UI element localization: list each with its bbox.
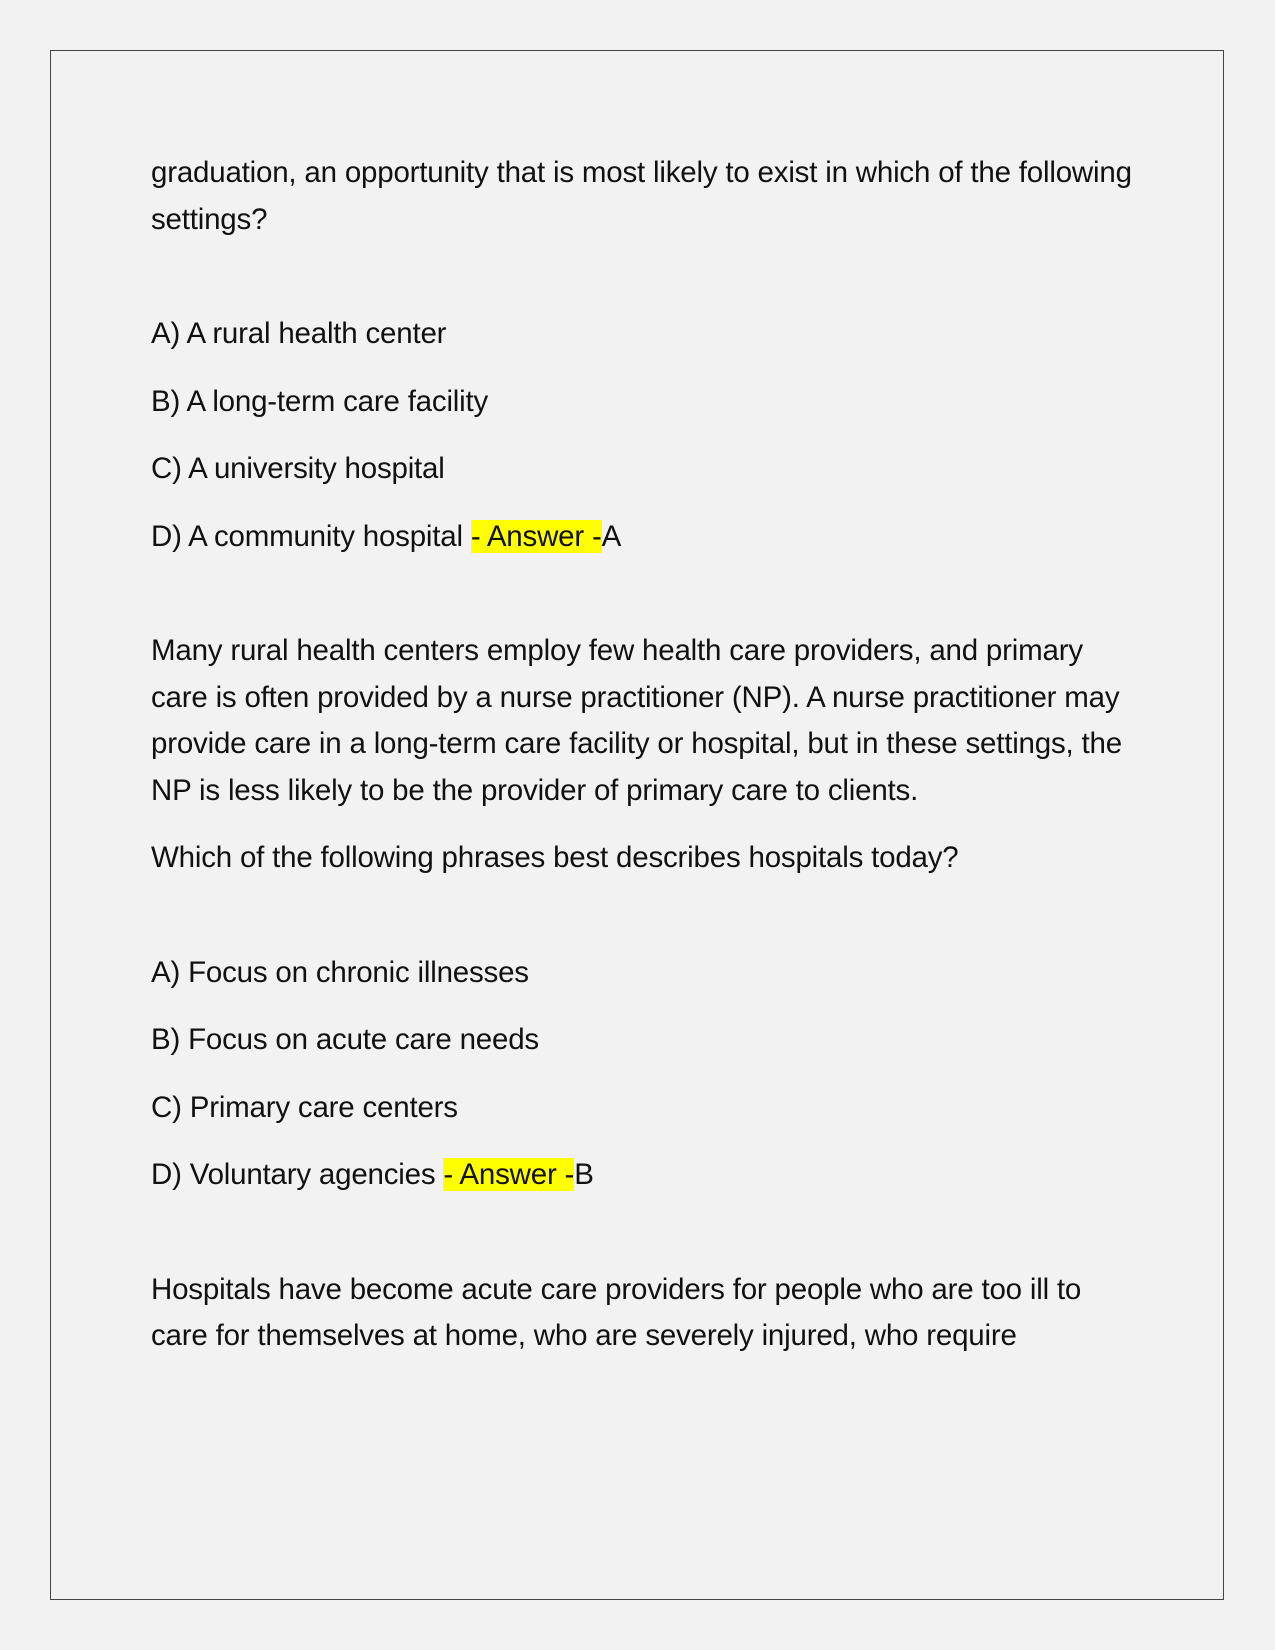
- document-content: [151, 150, 1141, 1360]
- answer-highlight: - Answer -: [470, 519, 602, 553]
- answer-highlight: - Answer -: [443, 1158, 575, 1191]
- question-2-option-d: [151, 1152, 1141, 1199]
- question-1-continuation: graduation, an opportunity that is most likely to exist in which of the following settings?: [151, 156, 1132, 236]
- question-1-option-b: B) A long-term care facility: [151, 384, 489, 418]
- question-1-rationale: Many rural health centers employ few health care providers, and primary care is often provided by a nurse practitioner (NP). A nurse practitioner may provide care in a long-term care facility or hospital, but in these settings, the NP is less likely to be the provider of primary care to clients.: [151, 634, 1122, 807]
- answer-letter: B: [574, 1158, 594, 1191]
- question-1-option-a: A) A rural health center: [151, 317, 447, 350]
- answer-letter: A: [601, 519, 622, 553]
- question-2-text: Which of the following phrases best describes hospitals today?: [151, 841, 959, 874]
- question-1-option-c: C) A university hospital: [151, 452, 445, 485]
- question-2-option-c: C) Primary care centers: [151, 1090, 458, 1124]
- question-2-rationale: Hospitals have become acute care providers for people who are too ill to care for themselves at home, who are severely injured, who require: [151, 1272, 1082, 1352]
- question-2-option-b: B) Focus on acute care needs: [151, 1023, 539, 1056]
- question-1-option-d: [151, 514, 1141, 561]
- question-2-option-d-text: D) Voluntary agencies: [151, 1158, 444, 1191]
- question-2-option-a: A) Focus on chronic illnesses: [151, 955, 529, 989]
- question-1-option-d-text: D) A community hospital: [151, 519, 471, 553]
